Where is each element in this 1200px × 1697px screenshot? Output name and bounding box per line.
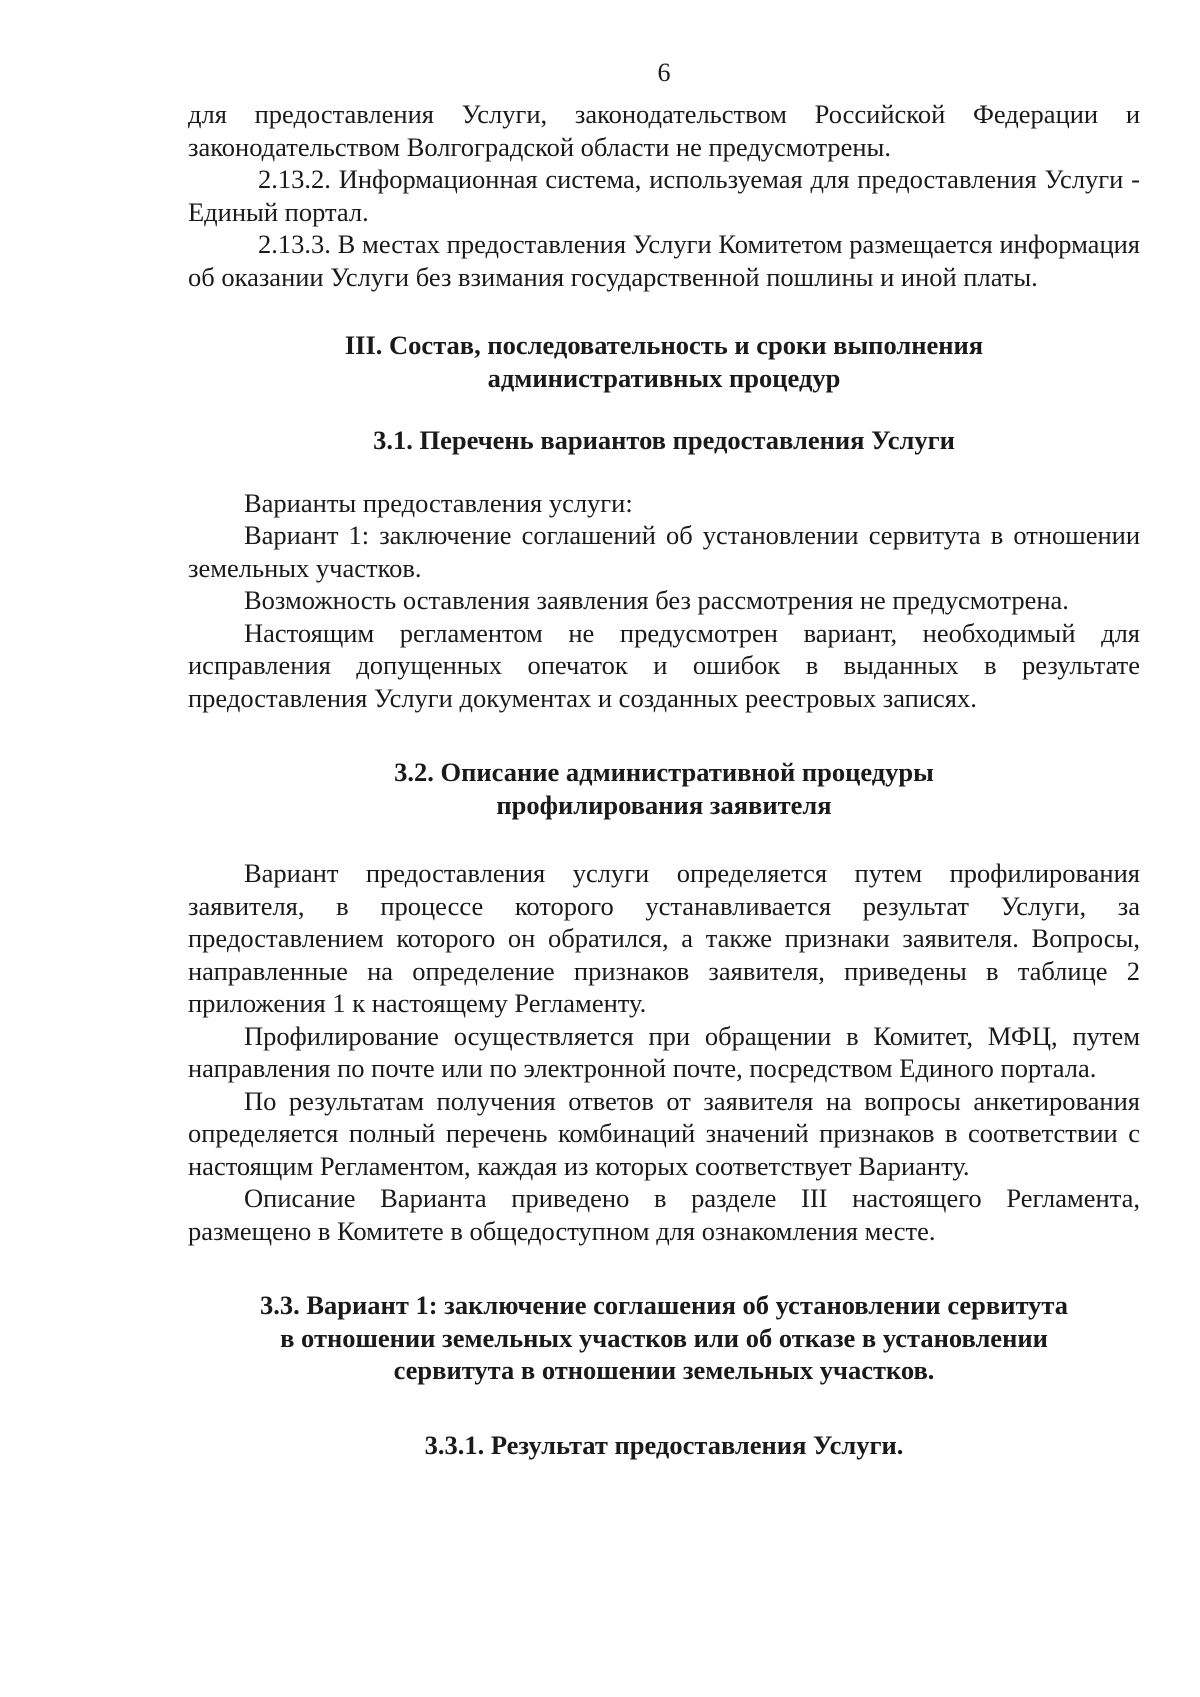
- subsection-3-3-heading: [188, 1289, 1140, 1387]
- subsection-3-1-heading: 3.1. Перечень вариантов предоставления Услуги: [373, 425, 955, 455]
- document-body: [188, 98, 1140, 1461]
- paragraph-no-correction-variant: Настоящим регламентом не предусмотрен вариант, необходимый для исправления допущенных опечаток и ошибок в выданных в результате предоставления Услуги документах и созданных реестровых записях.: [188, 617, 1140, 713]
- paragraph-continuation: для предоставления Услуги, законодательством Российской Федерации и законодательством Волгоградской области не предусмотрены.: [188, 99, 1140, 162]
- paragraph-variant-description: Описание Варианта приведено в разделе III настоящего Регламента, размещено в Комитете в общедоступном для ознакомления месте.: [188, 1183, 1140, 1246]
- paragraph-variants-intro: Варианты предоставления услуги:: [244, 487, 633, 518]
- section-3-heading-line-2: административных процедур: [487, 362, 841, 393]
- subsection-3-3-1-heading: 3.3.1. Результат предоставления Услуги.: [424, 1429, 904, 1460]
- section-3-heading-line-1: III. Состав, последовательность и сроки выполнения: [344, 330, 984, 360]
- page-number: 6: [657, 58, 671, 87]
- paragraph-questionnaire: По результатам получения ответов от заявителя на вопросы анкетирования определяется полный перечень комбинаций значений признаков в соответствии с настоящим Регламентом, каждая из которых соответствует Варианту.: [188, 1085, 1140, 1181]
- paragraph-no-rejection: Возможность оставления заявления без рассмотрения не предусмотрена.: [244, 585, 1069, 615]
- subsection-3-2-heading-line-2: профилирования заявителя: [496, 789, 832, 820]
- paragraph-profiling-channels: Профилирование осуществляется при обращении в Комитет, МФЦ, путем направления по почте или по электронной почте, посредством Единого портала.: [188, 1020, 1140, 1083]
- subsection-3-3-heading-line-3: сервитута в отношении земельных участков.: [393, 1355, 935, 1385]
- paragraph-variant-1: Вариант 1: заключение соглашений об установлении сервитута в отношении земельных участков.: [188, 520, 1140, 583]
- subsection-3-2-heading: [188, 756, 1140, 821]
- paragraph-2-13-2: 2.13.2. Информационная система, используемая для предоставления Услуги - Единый портал.: [188, 164, 1140, 227]
- subsection-3-3-heading-line-1: 3.3. Вариант 1: заключение соглашения об установлении сервитута: [260, 1290, 1068, 1320]
- section-3-heading: [188, 329, 1140, 394]
- paragraph-profiling: Вариант предоставления услуги определяется путем профилирования заявителя, в процессе которого устанавливается результат Услуги, за предоставлением которого он обратился, а также признаки заявителя. Вопросы, направленные на определение признаков заявителя, приведены в таблице 2 приложения 1 к настоящему Регламенту.: [188, 858, 1140, 1018]
- subsection-3-3-heading-line-2: в отношении земельных участков или об отказе в установлении: [280, 1322, 1048, 1353]
- subsection-3-2-heading-line-1: 3.2. Описание административной процедуры: [394, 757, 934, 787]
- paragraph-2-13-3: 2.13.3. В местах предоставления Услуги Комитетом размещается информация об оказании Услуги без взимания государственной пошлины и иной платы.: [188, 229, 1140, 292]
